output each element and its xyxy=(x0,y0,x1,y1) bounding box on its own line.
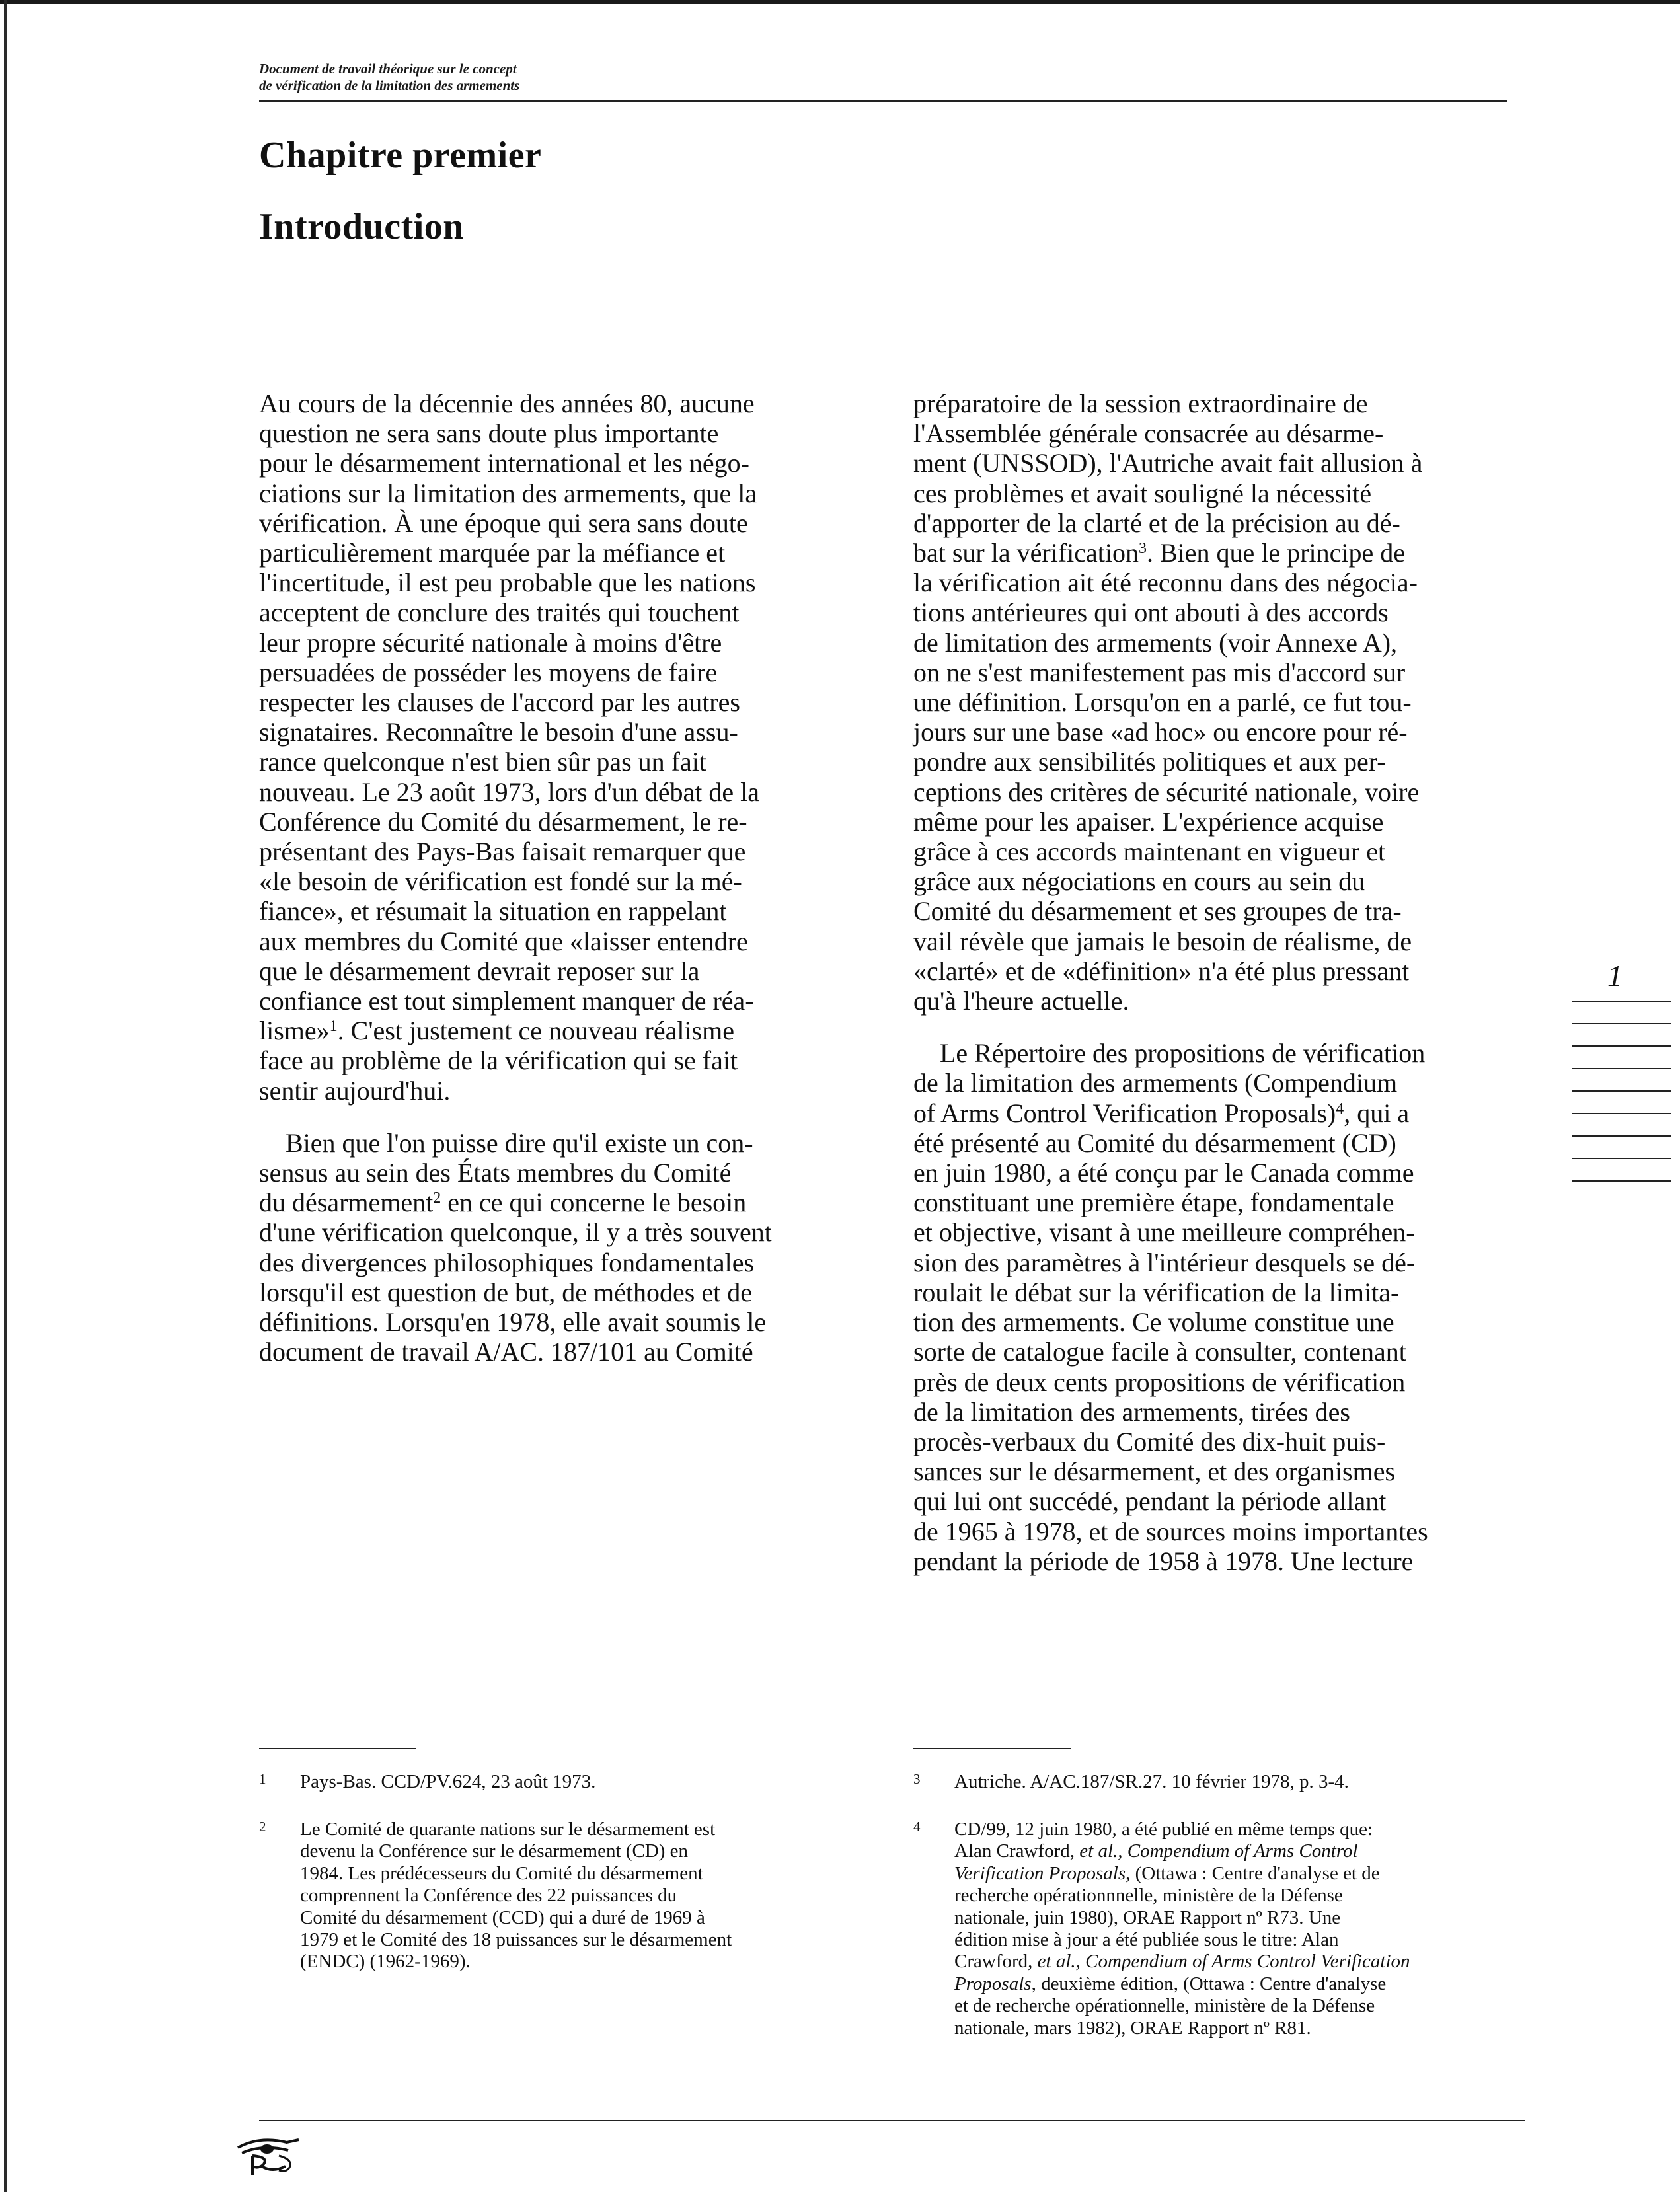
text-span: Crawford, xyxy=(954,1951,1038,1973)
footnote-ref-3[interactable]: 3 xyxy=(1138,540,1147,558)
text-line: qui lui ont succédé, pendant la période allant xyxy=(913,1486,1387,1517)
text-line: fiance», et résumait la situation en rappelant xyxy=(259,896,727,926)
text-line: acceptent de conclure des traités qui touchent xyxy=(259,597,740,628)
text-line: et objective, visant à une meilleure compréhen- xyxy=(913,1217,1415,1248)
footnote-line: nationale, mars 1982), ORAE Rapport nº R81. xyxy=(954,2017,1311,2039)
text-line: ceptions des critères de sécurité nationale, voire xyxy=(913,776,1420,807)
text-span: bat sur la vérification xyxy=(913,538,1139,568)
text-line: près de deux cents propositions de vérification xyxy=(913,1367,1406,1397)
text-line: procès-verbaux du Comité des dix-huit puis- xyxy=(913,1426,1386,1456)
footnote-line: Pays-Bas. CCD/PV.624, 23 août 1973. xyxy=(300,1771,596,1792)
text-span: , qui a xyxy=(1344,1098,1410,1128)
text-line: lorsqu'il est question de but, de méthodes et de xyxy=(259,1277,752,1307)
text-line: de 1965 à 1978, et de sources moins importantes xyxy=(913,1516,1428,1546)
scan-edge-top xyxy=(0,0,1680,4)
text-line: pendant la période de 1958 à 1978. Une lecture xyxy=(913,1546,1414,1576)
text-line: vail révèle que jamais le besoin de réalisme, de xyxy=(913,926,1412,956)
text-span: du désarmement xyxy=(259,1188,434,1218)
footnote-line: 1984. Les prédécesseurs du Comité du désarmement xyxy=(300,1862,703,1884)
right-column xyxy=(913,389,1517,1576)
italic-span: Verification Proposals xyxy=(954,1862,1126,1884)
margin-rule xyxy=(1572,1158,1671,1159)
footnote-line: édition mise à jour a été publiée sous le titre: Alan xyxy=(954,1929,1339,1951)
text-line: tion des armements. Ce volume constitue une xyxy=(913,1307,1394,1338)
footnote-text xyxy=(300,1819,855,1973)
footnote-line: et de recherche opérationnelle, ministère de la Défense xyxy=(954,1995,1375,2017)
text-span: . C'est justement ce nouveau réalisme xyxy=(337,1016,735,1046)
text-line: sensus au sein des États membres du Comité xyxy=(259,1158,732,1188)
text-line: pondre aux sensibilités politiques et aux per- xyxy=(913,747,1386,777)
footnote-rule-right xyxy=(913,1748,1071,1749)
footnote-line: devenu la Conférence sur le désarmement (CD) en xyxy=(300,1840,689,1862)
footnote-line: Autriche. A/AC.187/SR.27. 10 février 1978, p. 3-4. xyxy=(954,1771,1349,1792)
page-number: 1 xyxy=(1607,959,1623,993)
text-line xyxy=(913,1038,1517,1068)
text-line: grâce à ces accords maintenant en vigueur et xyxy=(913,837,1386,867)
footnote-number: 4 xyxy=(913,1819,921,1834)
text-line: leur propre sécurité nationale à moins d'être xyxy=(259,627,722,658)
margin-rule xyxy=(1572,1180,1671,1182)
footnote-ref-1[interactable]: 1 xyxy=(329,1018,338,1036)
text-line: question ne sera sans doute plus importante xyxy=(259,418,719,449)
text-line: tions antérieures qui ont abouti à des accords xyxy=(913,597,1389,628)
text-line: grâce aux négociations en cours au sein du xyxy=(913,866,1365,897)
text-line: été présenté au Comité du désarmement (CD) xyxy=(913,1127,1396,1158)
footnote-rule-left xyxy=(259,1748,416,1749)
left-column xyxy=(259,389,863,1367)
running-head-line1: Document de travail théorique sur le concept xyxy=(259,61,517,77)
section-title: Introduction xyxy=(259,206,464,247)
margin-rule xyxy=(1572,1068,1671,1069)
text-line xyxy=(259,1016,863,1045)
text-span: , deuxième édition, (Ottawa : Centre d'analyse xyxy=(1031,1973,1387,1994)
margin-rule xyxy=(1572,1113,1671,1114)
text-line: signataires. Reconnaître le besoin d'une assu- xyxy=(259,717,738,747)
text-line: constituant une première étape, fondamentale xyxy=(913,1188,1394,1218)
text-line: respecter les clauses de l'accord par les autres xyxy=(259,687,740,718)
footnote-line: recherche opérationnnelle, ministère de la Défense xyxy=(954,1885,1343,1907)
text-line: «clarté» et de «définition» n'a été plus pressant xyxy=(913,956,1410,986)
text-line: vérification. À une époque qui sera sans doute xyxy=(259,508,748,538)
footnote-ref-4[interactable]: 4 xyxy=(1336,1100,1344,1117)
paragraph-1 xyxy=(259,389,863,1106)
text-span: , (Ottawa : Centre d'analyse et de xyxy=(1126,1862,1380,1884)
text-line: jours sur une base «ad hoc» ou encore pour ré- xyxy=(913,717,1408,747)
text-line: sion des paramètres à l'intérieur desquels se dé- xyxy=(913,1247,1416,1277)
text-line: sentir aujourd'hui. xyxy=(259,1075,451,1106)
footnote-line xyxy=(954,1863,1509,1885)
text-line: en juin 1980, a été conçu par le Canada comme xyxy=(913,1158,1414,1188)
running-head xyxy=(259,61,1515,94)
text-line: la vérification ait été reconnu dans des négocia- xyxy=(913,568,1418,598)
paragraph-gap xyxy=(913,1016,1517,1038)
text-line: Au cours de la décennie des années 80, aucune xyxy=(259,389,755,418)
text-line: Conférence du Comité du désarmement, le re- xyxy=(259,806,747,837)
text-line: nouveau. Le 23 août 1973, lors d'un débat de la xyxy=(259,776,760,807)
text-line: particulièrement marquée par la méfiance et xyxy=(259,538,726,568)
text-span: Bien que l'on puisse dire qu'il existe un con- xyxy=(286,1127,753,1158)
text-line: qu'à l'heure actuelle. xyxy=(913,986,1129,1016)
text-line: Comité du désarmement et ses groupes de tra- xyxy=(913,896,1402,926)
text-span: Alan Crawford, xyxy=(954,1840,1080,1862)
text-line: persuadées de posséder les moyens de faire xyxy=(259,657,718,687)
footnote-number: 2 xyxy=(259,1819,266,1834)
text-span: lisme» xyxy=(259,1016,330,1046)
text-line: sorte de catalogue facile à consulter, contenant xyxy=(913,1337,1406,1367)
text-line: d'une vérification quelconque, il y a très souvent xyxy=(259,1217,772,1248)
text-line: ment (UNSSOD), l'Autriche avait fait allusion à xyxy=(913,448,1423,478)
text-line: face au problème de la vérification qui se fait xyxy=(259,1045,738,1076)
margin-rule xyxy=(1572,1045,1671,1047)
text-line: que le désarmement devrait reposer sur la xyxy=(259,956,700,986)
footnote-line: (ENDC) (1962-1969). xyxy=(300,1951,471,1973)
paragraph-2 xyxy=(259,1128,863,1367)
text-span: en ce qui concerne le besoin xyxy=(441,1188,747,1218)
text-line xyxy=(259,1128,863,1158)
text-line: de la limitation des armements, tirées des xyxy=(913,1396,1350,1427)
text-line xyxy=(913,538,1517,568)
text-line: roulait le débat sur la vérification de la limita- xyxy=(913,1277,1400,1307)
footer-rule xyxy=(259,2120,1525,2121)
text-line: sances sur le désarmement, et des organismes xyxy=(913,1456,1396,1487)
footnote-line: Le Comité de quarante nations sur le désarmement est xyxy=(300,1819,716,1840)
footnote-ref-2[interactable]: 2 xyxy=(433,1190,441,1207)
margin-rule xyxy=(1572,1090,1671,1092)
footnote-line xyxy=(954,1840,1509,1862)
margin-rule xyxy=(1572,1001,1671,1002)
footnote-line: nationale, juin 1980), ORAE Rapport nº R73. Une xyxy=(954,1907,1341,1928)
italic-span: et al., Compendium of Arms Control xyxy=(1079,1840,1358,1862)
text-line: d'apporter de la clarté et de la précision au dé- xyxy=(913,508,1400,538)
text-line: de limitation des armements (voir Annexe A), xyxy=(913,627,1398,658)
text-line xyxy=(913,1098,1517,1128)
text-span: Le Répertoire des propositions de vérification xyxy=(940,1038,1426,1069)
text-line: on ne s'est manifestement pas mis d'accord sur xyxy=(913,657,1406,687)
text-line: «le besoin de vérification est fondé sur la mé- xyxy=(259,866,742,897)
text-line: l'Assemblée générale consacrée au désarme- xyxy=(913,418,1384,449)
footnote-line: comprennent la Conférence des 22 puissances du xyxy=(300,1885,677,1907)
text-line: de la limitation des armements (Compendium xyxy=(913,1068,1398,1098)
text-line: document de travail A/AC. 187/101 au Comité xyxy=(259,1337,753,1367)
text-line: ces problèmes et avait souligné la nécessité xyxy=(913,478,1372,508)
footnote-line xyxy=(954,1973,1509,1995)
eye-logo-icon xyxy=(233,2133,305,2179)
margin-rule xyxy=(1572,1023,1671,1024)
text-span: of Arms Control Verification Proposals) xyxy=(913,1098,1336,1128)
text-line: ciations sur la limitation des armements, que la xyxy=(259,478,757,508)
footnote-number: 3 xyxy=(913,1771,921,1787)
text-line: même pour les apaiser. L'expérience acquise xyxy=(913,806,1384,837)
scan-edge-left xyxy=(4,0,7,2192)
text-line: des divergences philosophiques fondamentales xyxy=(259,1247,755,1277)
footnote-text xyxy=(300,1771,855,1793)
paragraph-3 xyxy=(913,389,1517,1016)
text-line: confiance est tout simplement manquer de réa- xyxy=(259,986,754,1016)
footnote-number: 1 xyxy=(259,1771,266,1787)
footnote-line: CD/99, 12 juin 1980, a été publié en même temps que: xyxy=(954,1819,1373,1840)
text-line: préparatoire de la session extraordinaire de xyxy=(913,389,1368,418)
paragraph-4 xyxy=(913,1038,1517,1576)
running-head-line2: de vérification de la limitation des armements xyxy=(259,77,520,93)
italic-span: Proposals xyxy=(954,1973,1032,1994)
chapter-title: Chapitre premier xyxy=(259,135,542,176)
text-line: une définition. Lorsqu'on en a parlé, ce fut tou- xyxy=(913,687,1412,718)
italic-span: et al., Compendium of Arms Control Verification xyxy=(1037,1951,1410,1973)
margin-rule xyxy=(1572,1135,1671,1137)
text-line: rance quelconque n'est bien sûr pas un fait xyxy=(259,747,706,777)
text-line: définitions. Lorsqu'en 1978, elle avait soumis le xyxy=(259,1307,767,1338)
footnote-text xyxy=(954,1819,1509,2039)
footnote-line: 1979 et le Comité des 18 puissances sur le désarmement xyxy=(300,1929,732,1951)
header-rule xyxy=(259,100,1507,102)
text-line: l'incertitude, il est peu probable que les nations xyxy=(259,568,756,598)
footnote-line xyxy=(954,1951,1509,1973)
text-line: pour le désarmement international et les négo- xyxy=(259,448,749,478)
text-line xyxy=(259,1188,863,1217)
text-line: présentant des Pays-Bas faisait remarquer que xyxy=(259,837,746,867)
footnote-line: Comité du désarmement (CCD) qui a duré de 1969 à xyxy=(300,1907,705,1928)
paragraph-gap xyxy=(259,1106,863,1128)
text-line: aux membres du Comité que «laisser entendre xyxy=(259,926,748,956)
text-span: . Bien que le principe de xyxy=(1146,538,1405,568)
footnote-text xyxy=(954,1771,1509,1793)
